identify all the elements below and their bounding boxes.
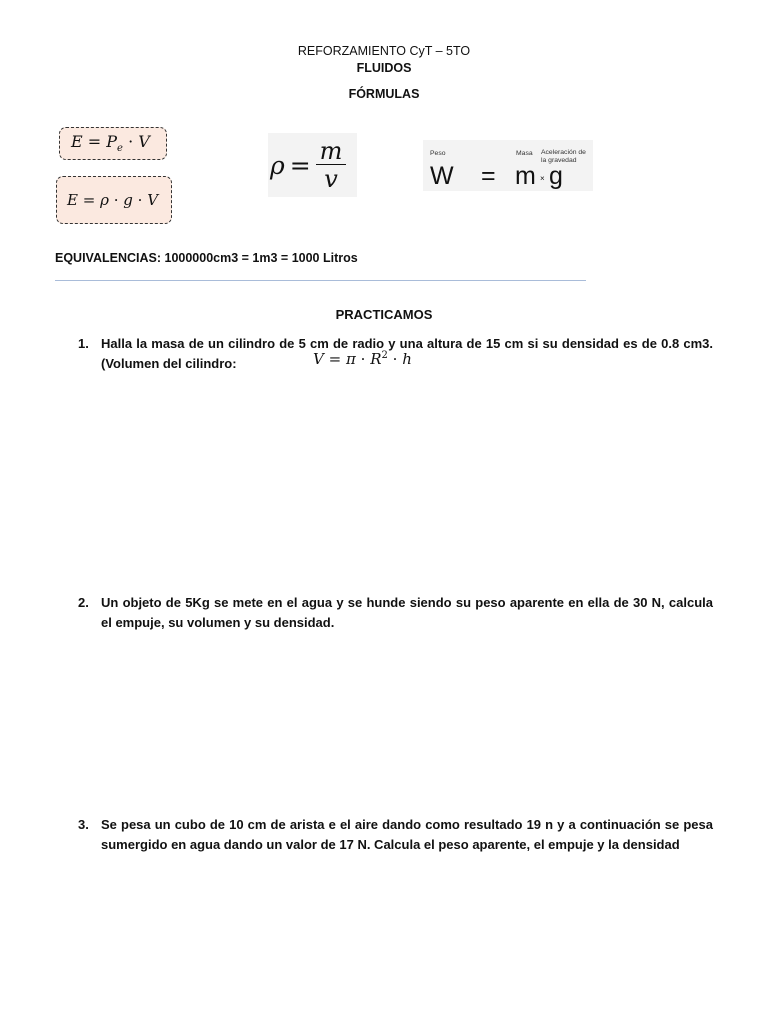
formula-peso [423,140,593,191]
formulas-heading: FÓRMULAS [348,87,420,101]
question-text: Se pesa un cubo de 10 cm de arista e el aire dando como resultado 19 n y a continuación se pesa sumergido en agua dando un valor de 17 N. Calcula el peso aparente, el empuje y la densidad [101,817,713,852]
divider-line [55,280,586,281]
formula-symbol: E [71,132,83,151]
formula-symbol: R [370,350,382,368]
formula-subscript: e [117,143,123,155]
formula-symbol: = [87,132,102,151]
formula-symbol: h [402,350,412,368]
question-text: Halla la masa de un cilindro de 5 cm de radio y una altura de 15 cm si su densidad es de 0.8 cm3. (Volumen del cilindro: [101,336,713,371]
equivalencias-text: EQUIVALENCIAS: 1000000cm3 = 1m3 = 1000 Litros [55,251,358,265]
label-aceleracion: Aceleración de la gravedad [541,149,586,164]
formula-symbol: ρ [270,150,285,180]
formula-symbol: W [430,162,454,190]
question-number: 2. [78,595,89,610]
question-text: Un objeto de 5Kg se mete en el agua y se hunde siendo su peso aparente en ella de 30 N, calcula el empuje, su volumen y su densidad. [101,595,713,630]
formula-symbol: ρ [100,191,109,209]
formula-densidad [268,133,357,197]
formula-symbol: π [345,350,356,368]
formula-exponent: 2 [381,350,388,361]
formula-symbol: · [128,132,134,151]
formula-symbol: = [481,162,496,190]
formula-symbol: · [392,350,398,368]
question-number: 3. [78,817,89,832]
document-subtitle: FLUIDOS [356,61,412,75]
formula-numerator: m [316,139,347,165]
question-3 [0,815,768,859]
formula-symbol: g [549,162,563,190]
question-number: 1. [78,336,89,351]
formula-symbol: × [540,174,545,183]
practicamos-heading: PRACTICAMOS [335,307,433,322]
label-masa: Masa [516,150,533,157]
document-title: REFORZAMIENTO CyT – 5TO [297,44,471,58]
formula-denominator: v [324,165,338,193]
formula-symbol: = [328,350,342,368]
label-peso: Peso [430,150,446,157]
question-2 [0,593,768,637]
formula-empuje-rho [56,176,172,224]
formula-symbol: · [113,191,119,209]
formula-symbol: = [82,191,96,209]
formula-volumen-cilindro [313,350,412,368]
formula-symbol: g [123,191,133,209]
formula-symbol: m [515,162,536,190]
formula-symbol: V [313,350,324,368]
formula-symbol: E [67,191,78,209]
formula-symbol: P [106,132,118,151]
formula-symbol: V [138,132,150,151]
formula-symbol: · [360,350,366,368]
formula-symbol: = [289,150,311,180]
formula-symbol: · [137,191,143,209]
formula-empuje-pe [59,127,167,160]
formula-symbol: V [147,191,159,209]
